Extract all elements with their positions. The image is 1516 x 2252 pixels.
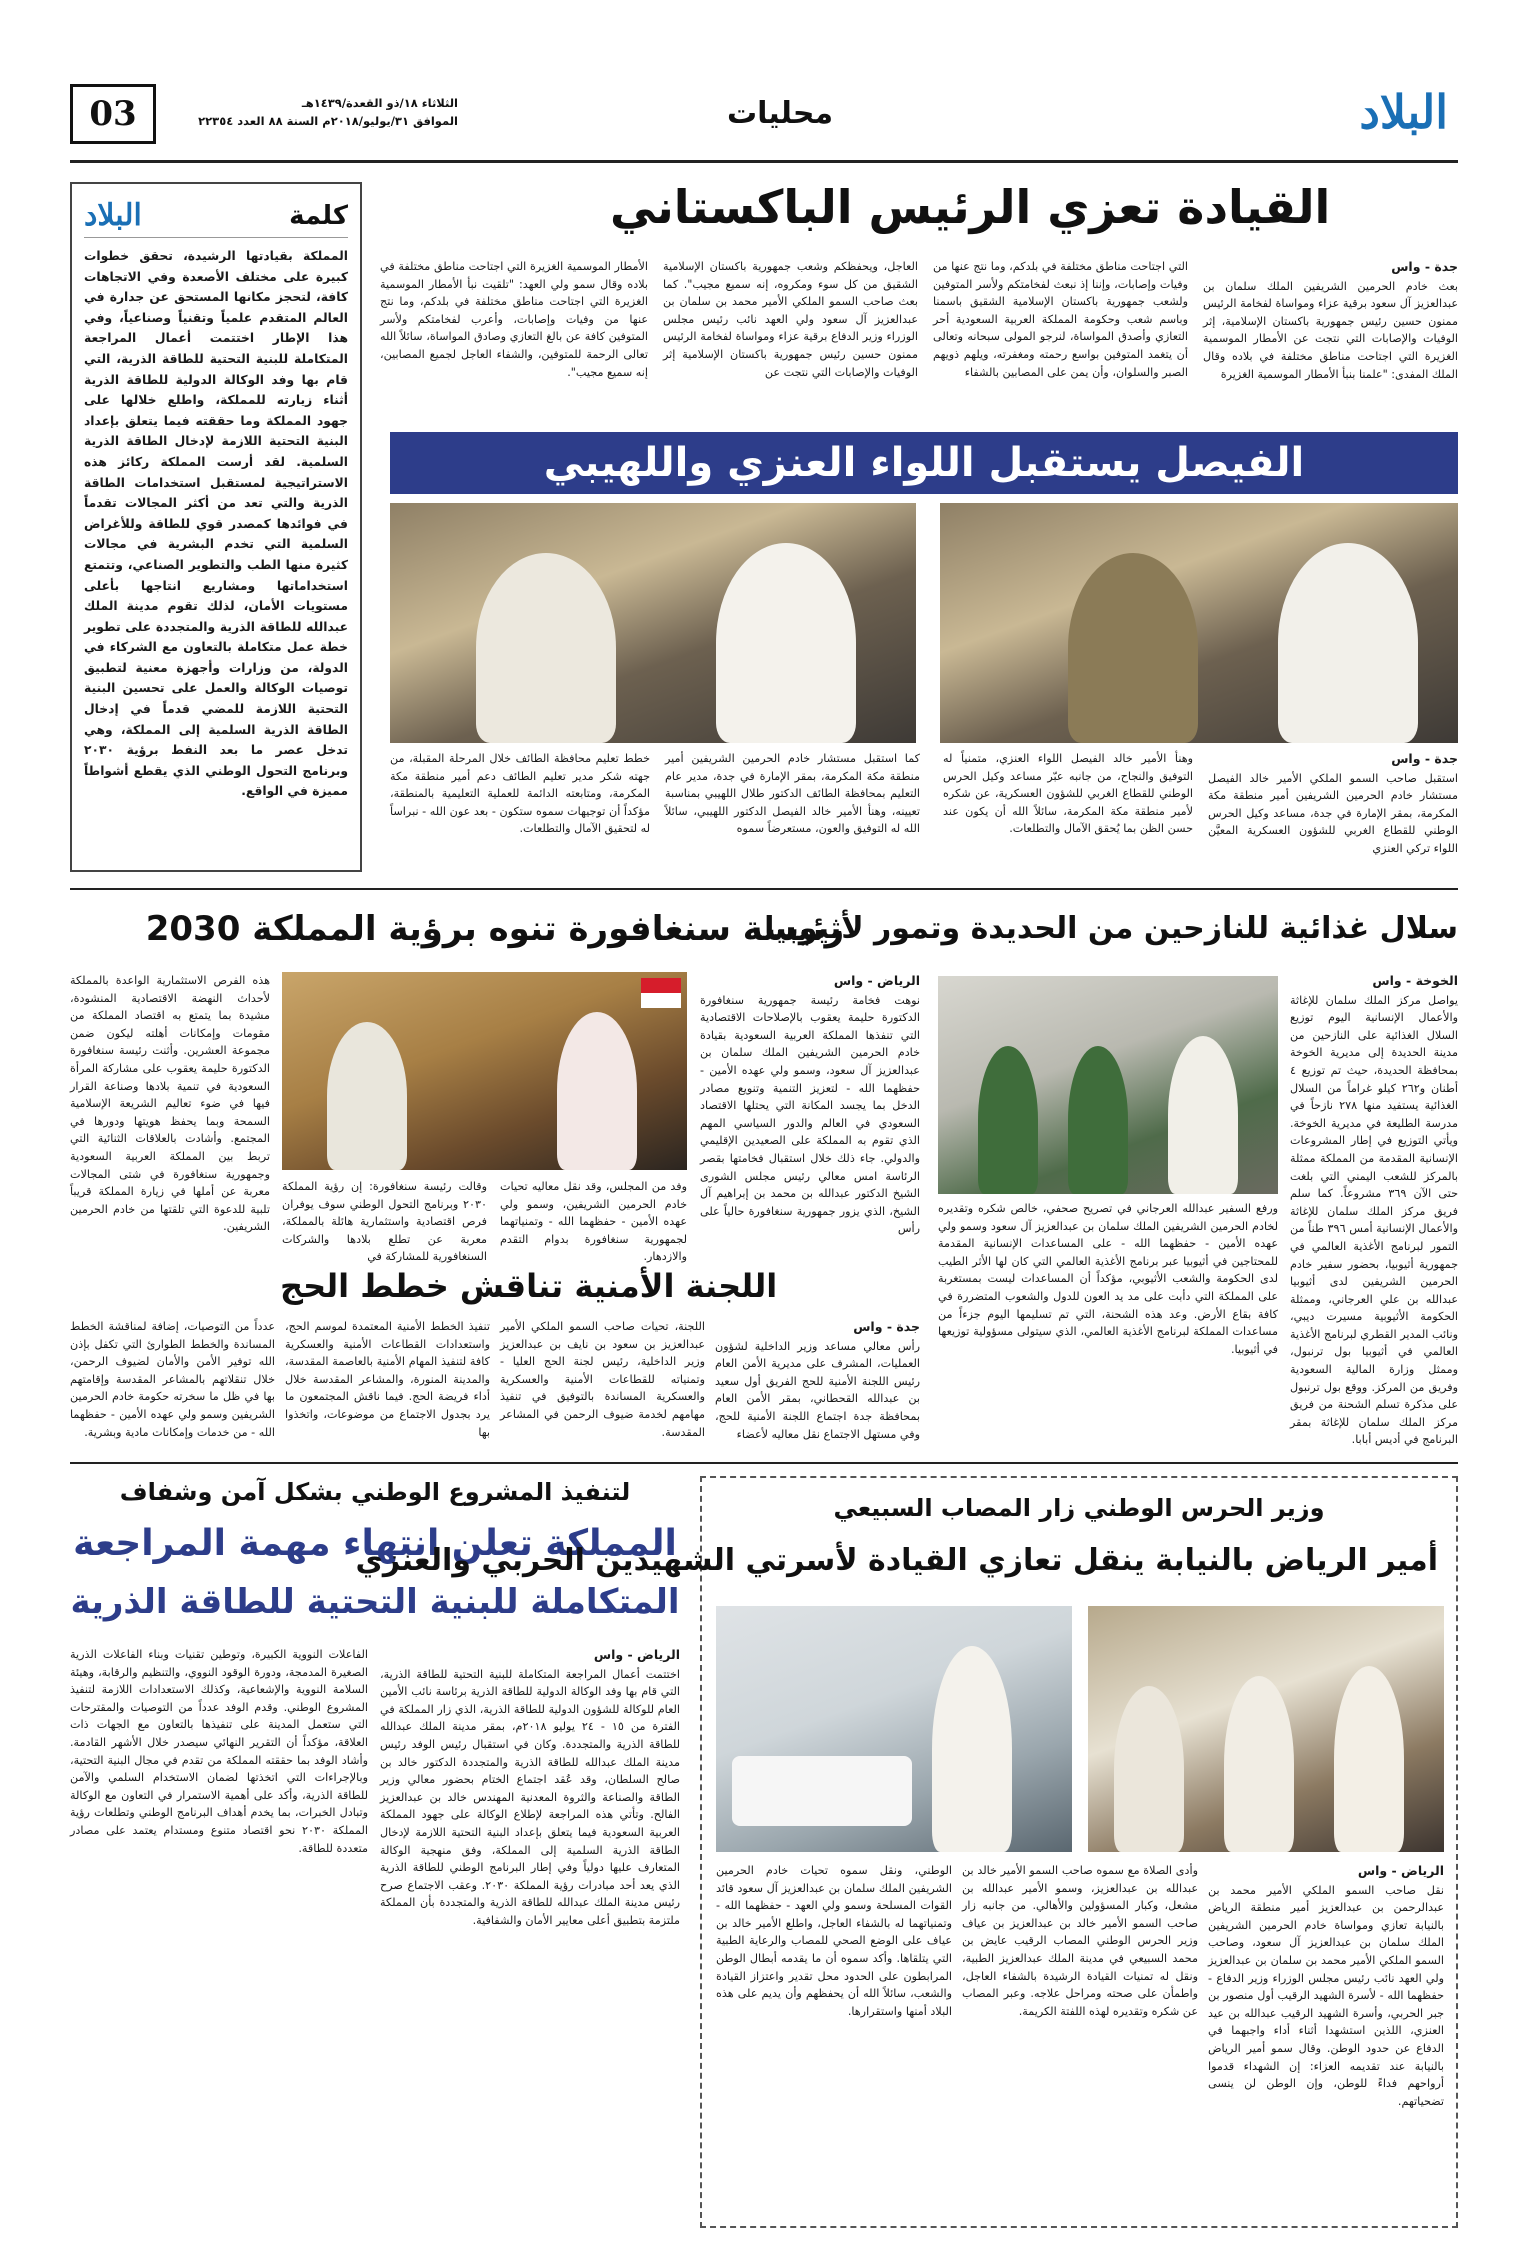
story2-body [390, 750, 1458, 880]
date-block [168, 94, 458, 130]
story7-byline: الرياض - واس [1357, 1863, 1444, 1878]
story2-byline: جدة - واس [1391, 751, 1458, 766]
story2-col-1-text: استقبل صاحب السمو الملكي الأمير خالد الفيصل مستشار خادم الحرمين الشريفين أمير منطقة مكة المكرمة، بمقر الإمارة في جدة، مساعد وكيل الحرس الوطني للقطاع الغربي للشؤون العسكرية المعيَّن اللواء تركي العنزي [1208, 771, 1458, 855]
editorial-logo: البلاد [84, 198, 142, 233]
story4-col-1-text: نوهت فخامة رئيسة جمهورية سنغافورة الدكتورة حليمة يعقوب بالإصلاحات الاقتصادية التي تنفذها المملكة العربية السعودية بقيادة خادم الحرمين الشريفين الملك سلمان بن عبدالعزيز آل سعود، وسمو ولي عهده الأمين - حفظهما الله - لتعزيز التنمية وتنويع مصادر الدخل بما يجسد المكانة التي يحتلها الاقتصاد السعودي في العالم والدور السياسي المهم الذي تقوم به المملكة على الصعيدين الإقليمي والدولي. جاء ذلك خلال استقبال فخامتها بقصر الرئاسة امس معالي رئيس مجلس الشورى الشيخ الدكتور عبدالله بن محمد بن إبراهيم آل الشيخ، الذي يزور جمهورية سنغافورة حالياً على رأس [700, 993, 920, 1236]
page-number-box [70, 84, 156, 144]
story2-photo-left [390, 503, 916, 743]
story1-col-2: التي اجتاحت مناطق مختلفة في بلدكم، وما نتج عنها من وفيات وإصابات، وإننا إذ نبعث لفخامتكم ولأسر المتوفين ولشعب جمهورية باكستان الإسلامية الشقيق باسمنا وباسم شعب وحكومة المملكة العربية السعودية أحر التعازي وأصدق المواساة، لنرجو المولى سبحانه وتعالى أن يتغمد المتوفين بواسع رحمته ومغفرته، ويلهم ذويهم الصبر والسلوان، وأن يمن على المصابين بالشفاء [933, 260, 1188, 379]
photo-figure [1334, 1666, 1404, 1852]
story6-col-1 [380, 1646, 680, 2226]
photo-figure [978, 1046, 1038, 1194]
story2-photo-right [940, 503, 1458, 743]
photo-figure [1114, 1686, 1184, 1852]
story3-col-1 [1290, 972, 1458, 1450]
section-title: محليات [726, 96, 834, 131]
story7-kicker: وزير الحرس الوطني زار المصاب السبيعي [833, 1494, 1325, 1522]
story7-body [716, 1862, 1444, 2216]
story3-headline: سلال غذائية للنازحين من الحديدة وتمور لأثيوبيا [764, 911, 1458, 946]
story1-byline: جدة - واس [1391, 259, 1458, 274]
story4-headline: رئيسة سنغافورة تنوه برؤية المملكة 2030 [145, 909, 845, 949]
story2-headline-bar [390, 432, 1458, 494]
story7-photo-left [716, 1606, 1072, 1852]
date-gregorian: الموافق ٣١/يوليو/٢٠١٨م السنة ٨٨ العدد ٢٢٣٥٤ [198, 114, 458, 128]
editorial-header [84, 194, 348, 238]
page-header [70, 84, 1458, 154]
story2-col-3: كما استقبل مستشار خادم الحرمين الشريفين أمير منطقة مكة المكرمة، بمقر الإمارة في جدة، مدير عام التعليم بمحافظة الطائف الدكتور طلال اللهيبي بمناسبة تعيينه، وهنأ الأمير خالد الفيصل الدكتور اللهيبي، سائلاً الله له التوفيق والعون، مستعرضاً سموه [665, 752, 920, 836]
photo-figure [557, 1012, 637, 1170]
story3-col-2: ورفع السفير عبدالله العرجاني في تصريح صحفي، خالص شكره وتقديره لخادم الحرمين الشريفين الملك سلمان بن عبدالعزيز آل سعود وسمو ولي عهده الأمين - حفظهما الله - على المساعدات الإنسانية المقدمة للمحتاجين في أثيوبيا عبر برنامج الأغذية العالمي التي كان لها الأثر الطيب لدى الحكومة والشعب الأثيوبي، مؤكداً أن المساعدات ليست بمستغربة على المملكة التي دأبت على مد يد العون للدول والشعوب المتضررة في كافة بقاع الأرض. وعد هذه الشحنة، التي تم تسليمها اليوم جزءاً من مساعدات المملكة لبرنامج الأغذية العالمي، الذي سيتولى مسؤولية توزيعها في أثيوبيا. [938, 1202, 1278, 1356]
photo-figure [1224, 1676, 1294, 1852]
date-hijri: الثلاثاء ١٨/ذو القعدة/١٤٣٩هـ [301, 96, 458, 110]
story6-col-1-text: اختتمت أعمال المراجعة المتكاملة للبنية التحتية للطاقة الذرية، التي قام بها وفد الوكالة الدولية للطاقة الذرية برئاسة نائب الأمين العام للوكالة للشؤون الدولية للطاقة الذرية، الذي زار المملكة في الفترة من ١٥ - ٢٤ يوليو ٢٠١٨م، بمقر مدينة الملك عبدالله للطاقة الذرية والمتجددة. وكان في استقبال رئيس الوفد رئيس مدينة الملك عبدالله للطاقة الذرية والمتجددة الدكتور خالد بن صالح السلطان، وقد عُقد اجتماع الختام بحضور معالي وزير الطاقة والصناعة والثروة المعدنية المهندس خالد بن عبدالعزيز الفالح. وتأتي هذه المراجعة لإطلاع الوكالة على جهود المملكة العربية السعودية فيما يتعلق بإعداد البنية التحتية اللازمة لإدخال الطاقة الذرية السلمية إلى المملكة، وفق منهجية الوكالة المتعارف عليها دولياً وفي إطار البرنامج الوطني للطاقة الذرية الذي يعد أحد مبادرات رؤية المملكة ٢٠٣٠. وعقب الاجتماع صرح رئيس مدينة الملك عبدالله للطاقة الذرية والمتجددة بأن المملكة ملتزمة بتطبيق أعلى معايير الأمان والشفافية. [380, 1667, 680, 1927]
story5-col-1-text: رأس معالي مساعد وزير الداخلية لشؤون العمليات، المشرف على مديرية الأمن العام رئيس اللجنة الأمنية للحج الفريق أول سعيد بن عبدالله القحطاني، بمقر الأمن العام بمحافظة جدة اجتماع اللجنة الأمنية للحج، وفي مستهل الاجتماع نقل معاليه لأعضاء [715, 1339, 920, 1441]
photo-figure [1278, 543, 1418, 743]
story5-col-4: عدداً من التوصيات، إضافة لمناقشة الخطط المساندة والخطط الطوارئ التي تكفل بإذن الله توفير الأمن والأمان لضيوف الرحمن، خلال تنقلاتهم بالمشاعر المقدسة وإقامتهم بها في ظل ما سخرته حكومة خادم الحرمين الشريفين وسمو ولي عهده الأمين - حفظهما الله - من خدمات وإمكانات مادية وبشرية. [70, 1320, 275, 1439]
story6-headline-2: المتكاملة للبنية التحتية للطاقة الذرية [70, 1582, 680, 1622]
story7-col-2: وأدى الصلاة مع سموه صاحب السمو الأمير خالد بن عبدالله بن عبدالعزيز، وسمو الأمير عبدالله بن مشعل، وكبار المسؤولين والأهالي. من جانبه زار صاحب السمو الأمير خالد بن عبدالعزيز بن عياف وزير الحرس الوطني المصاب الرقيب عايض بن محمد السبيعي في مدينة الملك عبدالعزيز الطبية، ونقل له تمنيات القيادة الرشيدة بالشفاء العاجل، واطمأن على صحته ومراحل علاجه. وعبر المصاب عن شكره وتقديره لهذه اللفتة الكريمة. [962, 1864, 1198, 2018]
story4-col-4: هذه الفرص الاستثمارية الواعدة بالمملكة لأحداث النهضة الاقتصادية المنشودة، مشيدة بما يتمتع به اقتصاد المملكة من مقومات وإمكانات أهلته ليكون ضمن مجموعة العشرين. وأثنت رئيسة سنغافورة الدكتورة حليمة يعقوب على مشاركة المرأة السعودية في تنمية بلادها وصناعة القرار فيها في ضوء تعاليم الشريعة الإسلامية السمحة وبما يحفظ هويتها ودورها في المجتمع. وأشادت بالعلاقات الثنائية التي تربط بين المملكة العربية السعودية وجمهورية سنغافورة في شتى المجالات معربة عن أملها في زيارة المملكة قريباً تلبية للدعوة التي تلقتها من خادم الحرمين الشريفين. [70, 974, 270, 1234]
story1-col-3: العاجل، ويحفظكم وشعب جمهورية باكستان الإسلامية الشقيق من كل سوء ومكروه، إنه سميع مجيب". كما بعث صاحب السمو الملكي الأمير محمد بن سلمان بن عبدالعزيز آل سعود ولي العهد نائب رئيس مجلس الوزراء وزير الدفاع برقية عزاء ومواساة لفخامة الرئيس ممنون حسين رئيس جمهورية باكستان الإسلامية إثر الوفيات والإصابات التي نتجت عن [663, 260, 918, 379]
hospital-bed [732, 1756, 912, 1826]
story5-body [70, 1318, 920, 1454]
story3-col-1-text: يواصل مركز الملك سلمان للإغاثة والأعمال الإنسانية اليوم توزيع السلال الغذائية على النازحين من مدينة الحديدة إلى مديرية الخوخة بمحافظة الحديدة، حيث تم توزيع ٤ أطنان و٢٦٢ كيلو غراماً من السلال الغذائية يستفيد منها ٢٧٨ نازحاً في مدرسة الطليعة في مديرية الخوخة. ويأتي التوزيع في إطار المشروعات الإنسانية المقدمة من المملكة ممثلة بالمركز للشعب اليمني التي بلغت حتى الآن ٣٦٩ مشروعاً. كما سلم فريق مركز الملك سلمان للإغاثة والأعمال الإنسانية أمس ٣٩٦ طناً من التمور لبرنامج الأغذية العالمي في جمهورية أثيوبيا، بحضور سفير خادم الحرمين الشريفين لدى أثيوبيا عبدالله بن علي العرجاني، وممثلة الحكومة الأثيوبية مسيرت ديبي، ونائب المدير القطري لبرنامج الأغذية العالمي في أثيوبيا بول ترنبول، وممثل وزارة المالية السعودية وفريق من المركز. ووقع بول ترنبول على مذكرة تسلم الشحنة من فريق مركز الملك سلمان للإغاثة بمقر البرنامج في أديس أبابا. [1290, 993, 1458, 1447]
story1-col-1 [1203, 258, 1458, 428]
story1-col-4: الأمطار الموسمية الغزيرة التي اجتاحت مناطق مختلفة في بلاده وقال سمو ولي العهد: "تلقيت نبأ الأمطار الموسمية الغزيرة التي اجتاحت مناطق مختلفة في بلدكم، وما نتج عنها من وفيات وإصابات، وأعرب لفخامتكم ولأسر المتوفين كافة عن بالغ التعازي وصادق المواساة، سائلاً الله تعالى الرحمة للمتوفين، والشفاء العاجل لجميع المصابين، إنه سميع مجيب". [380, 260, 648, 379]
story7-col-1 [1208, 1862, 1444, 2216]
story3-photo [938, 976, 1278, 1194]
story5-headline: اللجنة الأمنية تناقش خطط الحج [280, 1267, 778, 1305]
story7-photo-right [1088, 1606, 1444, 1852]
story2-col-2: وهنأ الأمير خالد الفيصل اللواء العنزي، متمنياً له التوفيق والنجاح، من جانبه عبّر مساعد وكيل الحرس الوطني للقطاع الغربي للشؤون العسكرية، عن شكره لأمير منطقة مكة المكرمة، سائلاً الله أن يكون عند حسن الظن بما يُحقق الآمال والتطلعات. [943, 752, 1193, 836]
story4-col-3: وقالت رئيسة سنغافورة: إن رؤية المملكة ٢٠٣٠ وبرنامج التحول الوطني سوف يوفران فرص اقتصادية واستثمارية هائلة بالمملكة، معربة عن تطلع بلادها والشركات السنغافورية للمشاركة في [282, 1180, 487, 1264]
photo-figure [476, 553, 616, 743]
story7-col-1-text: نقل صاحب السمو الملكي الأمير محمد بن عبدالرحمن بن عبدالعزيز أمير منطقة الرياض بالنيابة تعازي ومواساة خادم الحرمين الشريفين الملك سلمان بن عبدالعزيز آل سعود، وصاحب السمو الملكي الأمير محمد بن سلمان بن عبدالعزيز ولي العهد نائب رئيس مجلس الوزراء وزير الدفاع - حفظهما الله - لأسرة الشهيد الرقيب أول منصور بن جبر الحربي، وأسرة الشهيد الرقيب عبدالله بن عيد العنزي، اللذين استشهدا أثناء أداء واجبهما في الدفاع عن حدود الوطن. وقال سمو أمير الرياض بالنيابة عند تقديمه العزاء: إن الشهداء قدموا أرواحهم فداءً للوطن، وإن الوطن لن ينسى تضحياتهم. [1208, 1883, 1444, 2108]
editorial-body: المملكة بقيادتها الرشيدة، تحقق خطوات كبيرة على مختلف الأصعدة وفي الاتجاهات كافة، لتحجز مكانها المستحق عن جدارة في العالم المتقدم علمياً وتقنياً وصناعياً، وفي هذا الإطار اختتمت أعمال المراجعة المتكاملة للبنية التحتية للطاقة الذرية، التي قام بها وفد الوكالة الدولية للطاقة الذرية أثناء زيارته للمملكة، واطلع خلالها على جهود المملكة وما حققته فيما يتعلق بإعداد البنية التحتية اللازمة لإدخال الطاقة الذرية السلمية. لقد أرست المملكة ركائز هذه الاستراتيجية لمستقبل استخدامات الطاقة الذرية والتي تعد من أكثر المجالات تقدماً في فوائدها كمصدر قوي للطاقة وللأغراض السلمية التي تخدم البشرية في مجالات كثيرة منها الطب والتطوير الصناعي، وتتمتع استخداماتها ومشاريع انتاجها بأعلى مستويات الأمان، لذلك تقوم مدينة الملك عبدالله للطاقة الذرية والمتجددة على تطوير خطة عمل متكاملة بالتعاون مع الشركاء في الدولة، من وزارات وأجهزة معنية لتطبيق توصيات الوكالة والعمل على تحسين البنية التحتية اللازمة للمضي قدماً في إدخال الطاقة الذرية السلمية إلى المملكة، وهي تدخل عصر ما بعد النفط برؤية ٢٠٣٠ وبرنامج التحول الوطني الذي يقطع أشواطاً مميزة في الواقع. [84, 249, 348, 799]
story4-byline: الرياض - واس [833, 973, 920, 988]
photo-figure [1068, 1046, 1128, 1194]
story7-col-3: الوطني، ونقل سموه تحيات خادم الحرمين الشريفين الملك سلمان بن عبدالعزيز آل سعود قائد القوات المسلحة وسمو ولي العهد - حفظهما الله - وتمنياتهما له بالشفاء العاجل، واطلع الأمير خالد بن عياف على الوضع الصحي للمصاب والرعاية الطبية التي يتلقاها. وأكد سموه أن ما يقدمه أبطال الوطن المرابطون على الحدود محل تقدير واعتزاز القيادة والشعب، سائلاً الله أن يحفظهم وأن يديم على هذه البلاد أمنها واستقرارها. [716, 1864, 952, 2018]
story4-col-2: وفد من المجلس، وقد نقل معاليه تحيات خادم الحرمين الشريفين، وسمو ولي عهده الأمين - حفظهما الله - وتمنياتهما لجمهورية سنغافورة بدوام التقدم والازدهار. [500, 1180, 687, 1264]
photo-figure [1068, 553, 1198, 743]
editorial-title: كلمة [289, 200, 348, 231]
story5-col-3: تنفيذ الخطط الأمنية المعتمدة لموسم الحج، واستعدادات القطاعات الأمنية والعسكرية كافة لتنفيذ المهام الأمنية بالعاصمة المقدسة، والمدينة المنورة، والمشاعر المقدسة خلال أداء فريضة الحج. فيما ناقش المجتمعون ما يرد بجدول الاجتماع من موضوعات، واتخذوا بها [285, 1320, 490, 1439]
story6-byline: الرياض - واس [593, 1647, 680, 1662]
story5-col-1 [715, 1318, 920, 1454]
photo-figure [1168, 1036, 1238, 1194]
story1-body [380, 258, 1458, 428]
story4-photo [282, 972, 687, 1170]
story6-kicker: لتنفيذ المشروع الوطني بشكل آمن وشفاف [119, 1478, 631, 1506]
divider [70, 888, 1458, 890]
editorial-box [70, 182, 362, 872]
page-number: 03 [89, 94, 137, 134]
newspaper-logo: البلاد [1359, 85, 1448, 139]
photo-figure [327, 1022, 407, 1170]
story1-headline: القيادة تعزي الرئيس الباكستاني [610, 180, 1331, 234]
photo-figure [932, 1646, 1012, 1852]
story2-col-4: خطط تعليم محافظة الطائف خلال المرحلة المقبلة، من جهته شكر مدير تعليم الطائف دعم أمير منطقة مكة المكرمة، ومتابعته الدائمة للعملية التعليمية بالمنطقة، مؤكداً أن توجيهات سموه ستكون - بعد عون الله - نبراساً له لتحقيق الآمال والتطلعات. [390, 752, 650, 836]
story5-col-2: اللجنة، تحيات صاحب السمو الملكي الأمير عبدالعزيز بن سعود بن نايف بن عبدالعزيز وزير الداخلية، رئيس لجنة الحج العليا - وتمنياته للقطاعات الأمنية والعسكرية والعسكرية المساندة بالتوفيق في تنفيذ مهامهم لخدمة ضيوف الرحمن في المشاعر المقدسة. [500, 1320, 705, 1439]
story1-col-1-text: بعث خادم الحرمين الشريفين الملك سلمان بن عبدالعزيز آل سعود برقية عزاء ومواساة لفخامة الرئيس ممنون حسين رئيس جمهورية باكستان الإسلامية، إثر الوفيات والإصابات التي نتجت عن الأمطار الموسمية الغزيرة التي اجتاحت مناطق مختلفة في بلاده وقال الملك المفدى: "علمنا بنبأ الأمطار الموسمية الغزيرة [1203, 279, 1458, 381]
story4-col-1 [700, 972, 920, 1236]
header-rule [70, 160, 1458, 163]
story6-col-2: الفاعلات النووية الكبيرة، وتوطين تقنيات وبناء الفاعلات الذرية الصغيرة المدمجة، ودورة الوقود النووي، والتنظيم والرقابة، وهيئة السلامة النووية والإشعاعية، وكذلك الاستعدادات اللازمة لتنفيذ المشروع الوطني. وقدم الوفد عدداً من التوصيات والمقترحات التي ستعمل المدينة على تنفيذها بالتعاون مع الجهات ذات العلاقة، مؤكداً أن التقرير النهائي سيصدر خلال الأشهر القادمة. وأشاد الوفد بما حققته المملكة من تقدم في مجال البنية التحتية، وبالإجراءات التي اتخذتها لضمان الاستخدام السلمي والآمن للطاقة الذرية، وأكد على أهمية الاستمرار في التعاون مع الوكالة وتبادل الخبرات، بما يخدم أهداف البرنامج الوطني وتطلعات رؤية المملكة ٢٠٣٠ نحو اقتصاد متنوع ومستدام يعتمد على مصادر متعددة للطاقة. [70, 1648, 368, 1855]
story2-headline: الفيصل يستقبل اللواء العنزي واللهيبي [543, 440, 1305, 486]
story6-headline-1: المملكة تعلن انتهاء مهمة المراجعة [73, 1523, 677, 1564]
story5-byline: جدة - واس [853, 1319, 920, 1334]
photo-figure [716, 543, 856, 743]
flag-singapore [641, 978, 681, 1008]
divider [70, 1462, 1458, 1464]
story7-headline: أمير الرياض بالنيابة ينقل تعازي القيادة لأسرتي الشهيدين الحربي والعنزي [355, 1543, 1438, 1578]
story3-byline: الخوخة - واس [1372, 973, 1458, 988]
story2-col-1 [1208, 750, 1458, 880]
